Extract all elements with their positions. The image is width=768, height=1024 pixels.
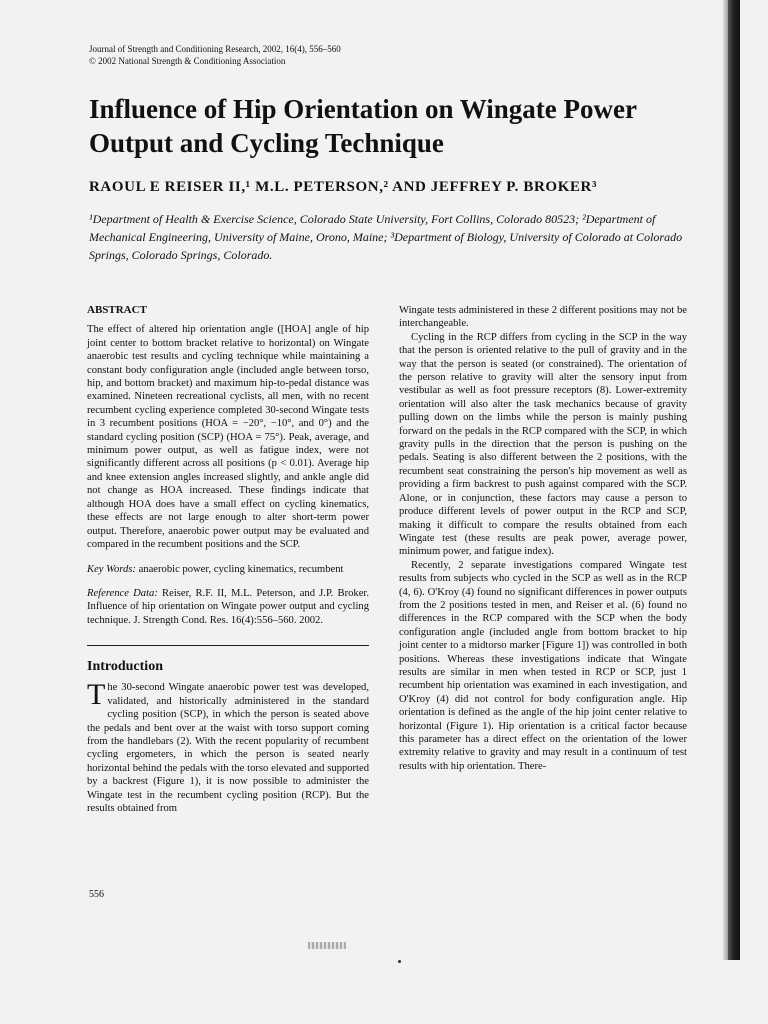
page-number: 556 [89, 889, 104, 900]
introduction-heading: Introduction [87, 658, 163, 674]
article-title: Influence of Hip Orientation on Wingate Power Output and Cycling Technique [89, 94, 637, 158]
right-paragraph-1: Wingate tests administered in these 2 different positions may not be interchangeable. [399, 305, 687, 330]
reference-label: Reference Data: [87, 587, 158, 599]
scan-binding-edge [728, 0, 740, 960]
introduction-text [87, 678, 369, 815]
keywords-label: Key Words: [87, 564, 136, 576]
reference-data [87, 587, 369, 627]
drop-cap: T [87, 678, 106, 712]
keywords-text: anaerobic power, cycling kinematics, recumbent [135, 564, 344, 576]
scan-binding-shadow [722, 0, 728, 960]
right-paragraph-2: Cycling in the RCP differs from cycling in the SCP in the way that the person is oriented relative to the pull of gravity and in the way that the person is seated (or constrained). The orientation of the person relative to gravity will alter the sensory input from vestibular as well as foot pressure receptors (8). Lower-extremity orientation will also alter the task mechanics because of gravity pulling down on the limbs while the person is mainly pushing forward on the pedals in the RCP compared with the SCP, in which gravity pulls in the direction that the person is pushing on the pedals. Seating is also different between the 2 positions, with the recumbent seat constraining the person's hip movement as well as providing a firm backrest to push against compared with the SCP. Alone, or in conjunction, these factors may cause a person to produce different levels of power output in the RCP and SCP, making it difficult to compare the results obtained from each Wingate test (these results are peak power, average power, minimum power, and fatigue index). [399, 331, 687, 558]
keywords [87, 563, 369, 576]
abstract-heading: ABSTRACT [87, 304, 147, 316]
section-divider [87, 645, 369, 646]
scan-artifact [308, 942, 346, 949]
left-column [87, 304, 369, 815]
journal-header [89, 43, 341, 67]
right-column [399, 304, 687, 773]
journal-citation: Journal of Strength and Conditioning Research, 2002, 16(4), 556–560 [89, 44, 341, 54]
author-affiliations: ¹Department of Health & Exercise Science, Colorado State University, Fort Collins, Colorado 80523; ²Department of Mechanical Engineering, University of Maine, Orono, Maine; ³Department of Biology, University of Colorado at Colorado Springs, Colorado Springs, Colorado. [89, 212, 683, 262]
reference-text: Reiser, R.F. II, M.L. Peterson, and J.P. Broker. Influence of hip orientation on Wingate power output and cycling technique. J. Strength Cond. Res. 16(4):556–560. 2002. [87, 587, 369, 626]
abstract-text: The effect of altered hip orientation angle ([HOA] angle of hip joint center to bottom bracket relative to horizontal) on Wingate anaerobic test results and cycling technique while maintaining a constant body configuration angle (included angle between torso, hip, and bottom bracket) and maximum hip-to-pedal distance was examined. Nineteen recreational cyclists, all men, with no recent recumbent cycling experience completed 30-second Wingate tests in 3 recumbent positions (HOA = −20°, −10°, and 0°) and the standard cycling position (SCP) (HOA = 75°). Peak, average, and minimum power output, as well as fatigue index, were not significantly different across all positions (p < 0.01). Average hip and knee extension angles increased slightly, and ankle angle did not change as HOA increased. These findings indicate that although HOA does have a small effect on cycling kinematics, these effects are not large enough to alter short-term power output. Therefore, anaerobic power output may be evaluated and compared in the recumbent positions and the SCP. [87, 324, 369, 550]
introduction-body: he 30-second Wingate anaerobic power test was developed, validated, and historically administered in the standard cycling position (SCP), in which the person is seated above the pedals and bent over at the waist with torso support coming from the handlebars (2). With the recent popularity of recumbent cycling ergometers, in which the person is seated nearly horizontal behind the pedals with the torso elevated and supported by a backrest (Figure 1), it is now possible to administer the Wingate test in the recumbent cycling position (RCP). But the results obtained from [87, 682, 369, 814]
scan-speck [398, 960, 401, 963]
journal-copyright: © 2002 National Strength & Conditioning Association [89, 56, 286, 66]
article-authors: RAOUL E REISER II,¹ M.L. PETERSON,² AND JEFFREY P. BROKER³ [89, 179, 598, 195]
right-paragraph-3: Recently, 2 separate investigations compared Wingate test results from subjects who cycled in the SCP as well as in the RCP (4, 6). O'Kroy (4) found no significant differences in power outputs from the 2 positions tested in men, and Reiser et al. (6) found no differences in the RCP compared with the SCP when the body configuration angle (included angle from bottom bracket to hip joint center to a midtorso marker [Figure 1]) was controlled in both positions. Whereas these investigations indicate that Wingate results are similar in men when tested in RCP or SCP, just 1 recumbent hip orientation was examined in each investigation, and O'Kroy (4) did not control for body configuration angle. Hip orientation is defined as the angle of the hip joint center relative to horizontal (Figure 1). Hip orientation is a critical factor because this parameter has a direct effect on the orientation of the lower extremity relative to gravity and may result in a continuum of test results with hip orientation. There- [399, 559, 687, 772]
